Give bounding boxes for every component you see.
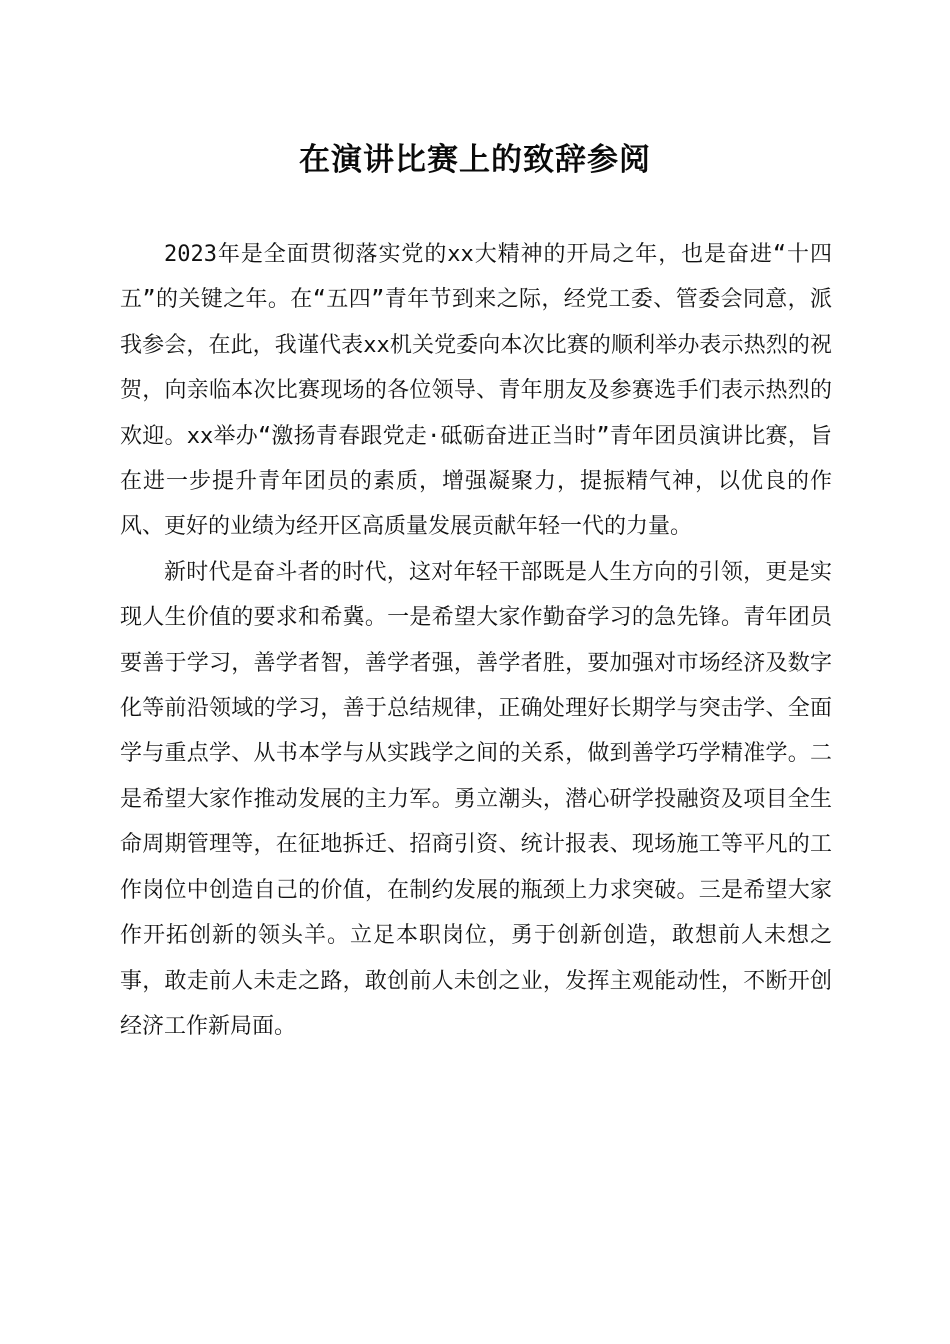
document-body (120, 232, 832, 1049)
document-title: 在演讲比赛上的致辞参阅 (299, 142, 651, 178)
paragraph-2: 新时代是奋斗者的时代，这对年轻干部既是人生方向的引领，更是实现人生价值的要求和希冀。一是希望大家作勤奋学习的急先锋。青年团员要善于学习，善学者智，善学者强，善学者胜，要加强对市场经济及数字化等前沿领域的学习，善于总结规律，正确处理好长期学与突击学、全面学与重点学、从书本学与从实践学之间的关系，做到善学巧学精准学。二是希望大家作推动发展的主力军。勇立潮头，潜心研学投融资及项目全生命周期管理等，在征地拆迁、招商引资、统计报表、现场施工等平凡的工作岗位中创造自己的价值，在制约发展的瓶颈上力求突破。三是希望大家作开拓创新的领头羊。立足本职岗位，勇于创新创造，敢想前人未想之事，敢走前人未走之路，敢创前人未创之业，发挥主观能动性，不断开创经济工作新局面。 (120, 559, 832, 1039)
paragraph-1: 2023年是全面贯彻落实党的xx大精神的开局之年，也是奋进“十四五”的关键之年。在“五四”青年节到来之际，经党工委、管委会同意，派我参会，在此，我谨代表xx机关党委向本次比赛的顺利举办表示热烈的祝贺，向亲临本次比赛现场的各位领导、青年朋友及参赛选手们表示热烈的欢迎。xx举办“激扬青春跟党走·砥砺奋进正当时”青年团员演讲比赛，旨在进一步提升青年团员的素质，增强凝聚力，提振精气神，以优良的作风、更好的业绩为经开区高质量发展贡献年轻一代的力量。 (120, 242, 832, 540)
